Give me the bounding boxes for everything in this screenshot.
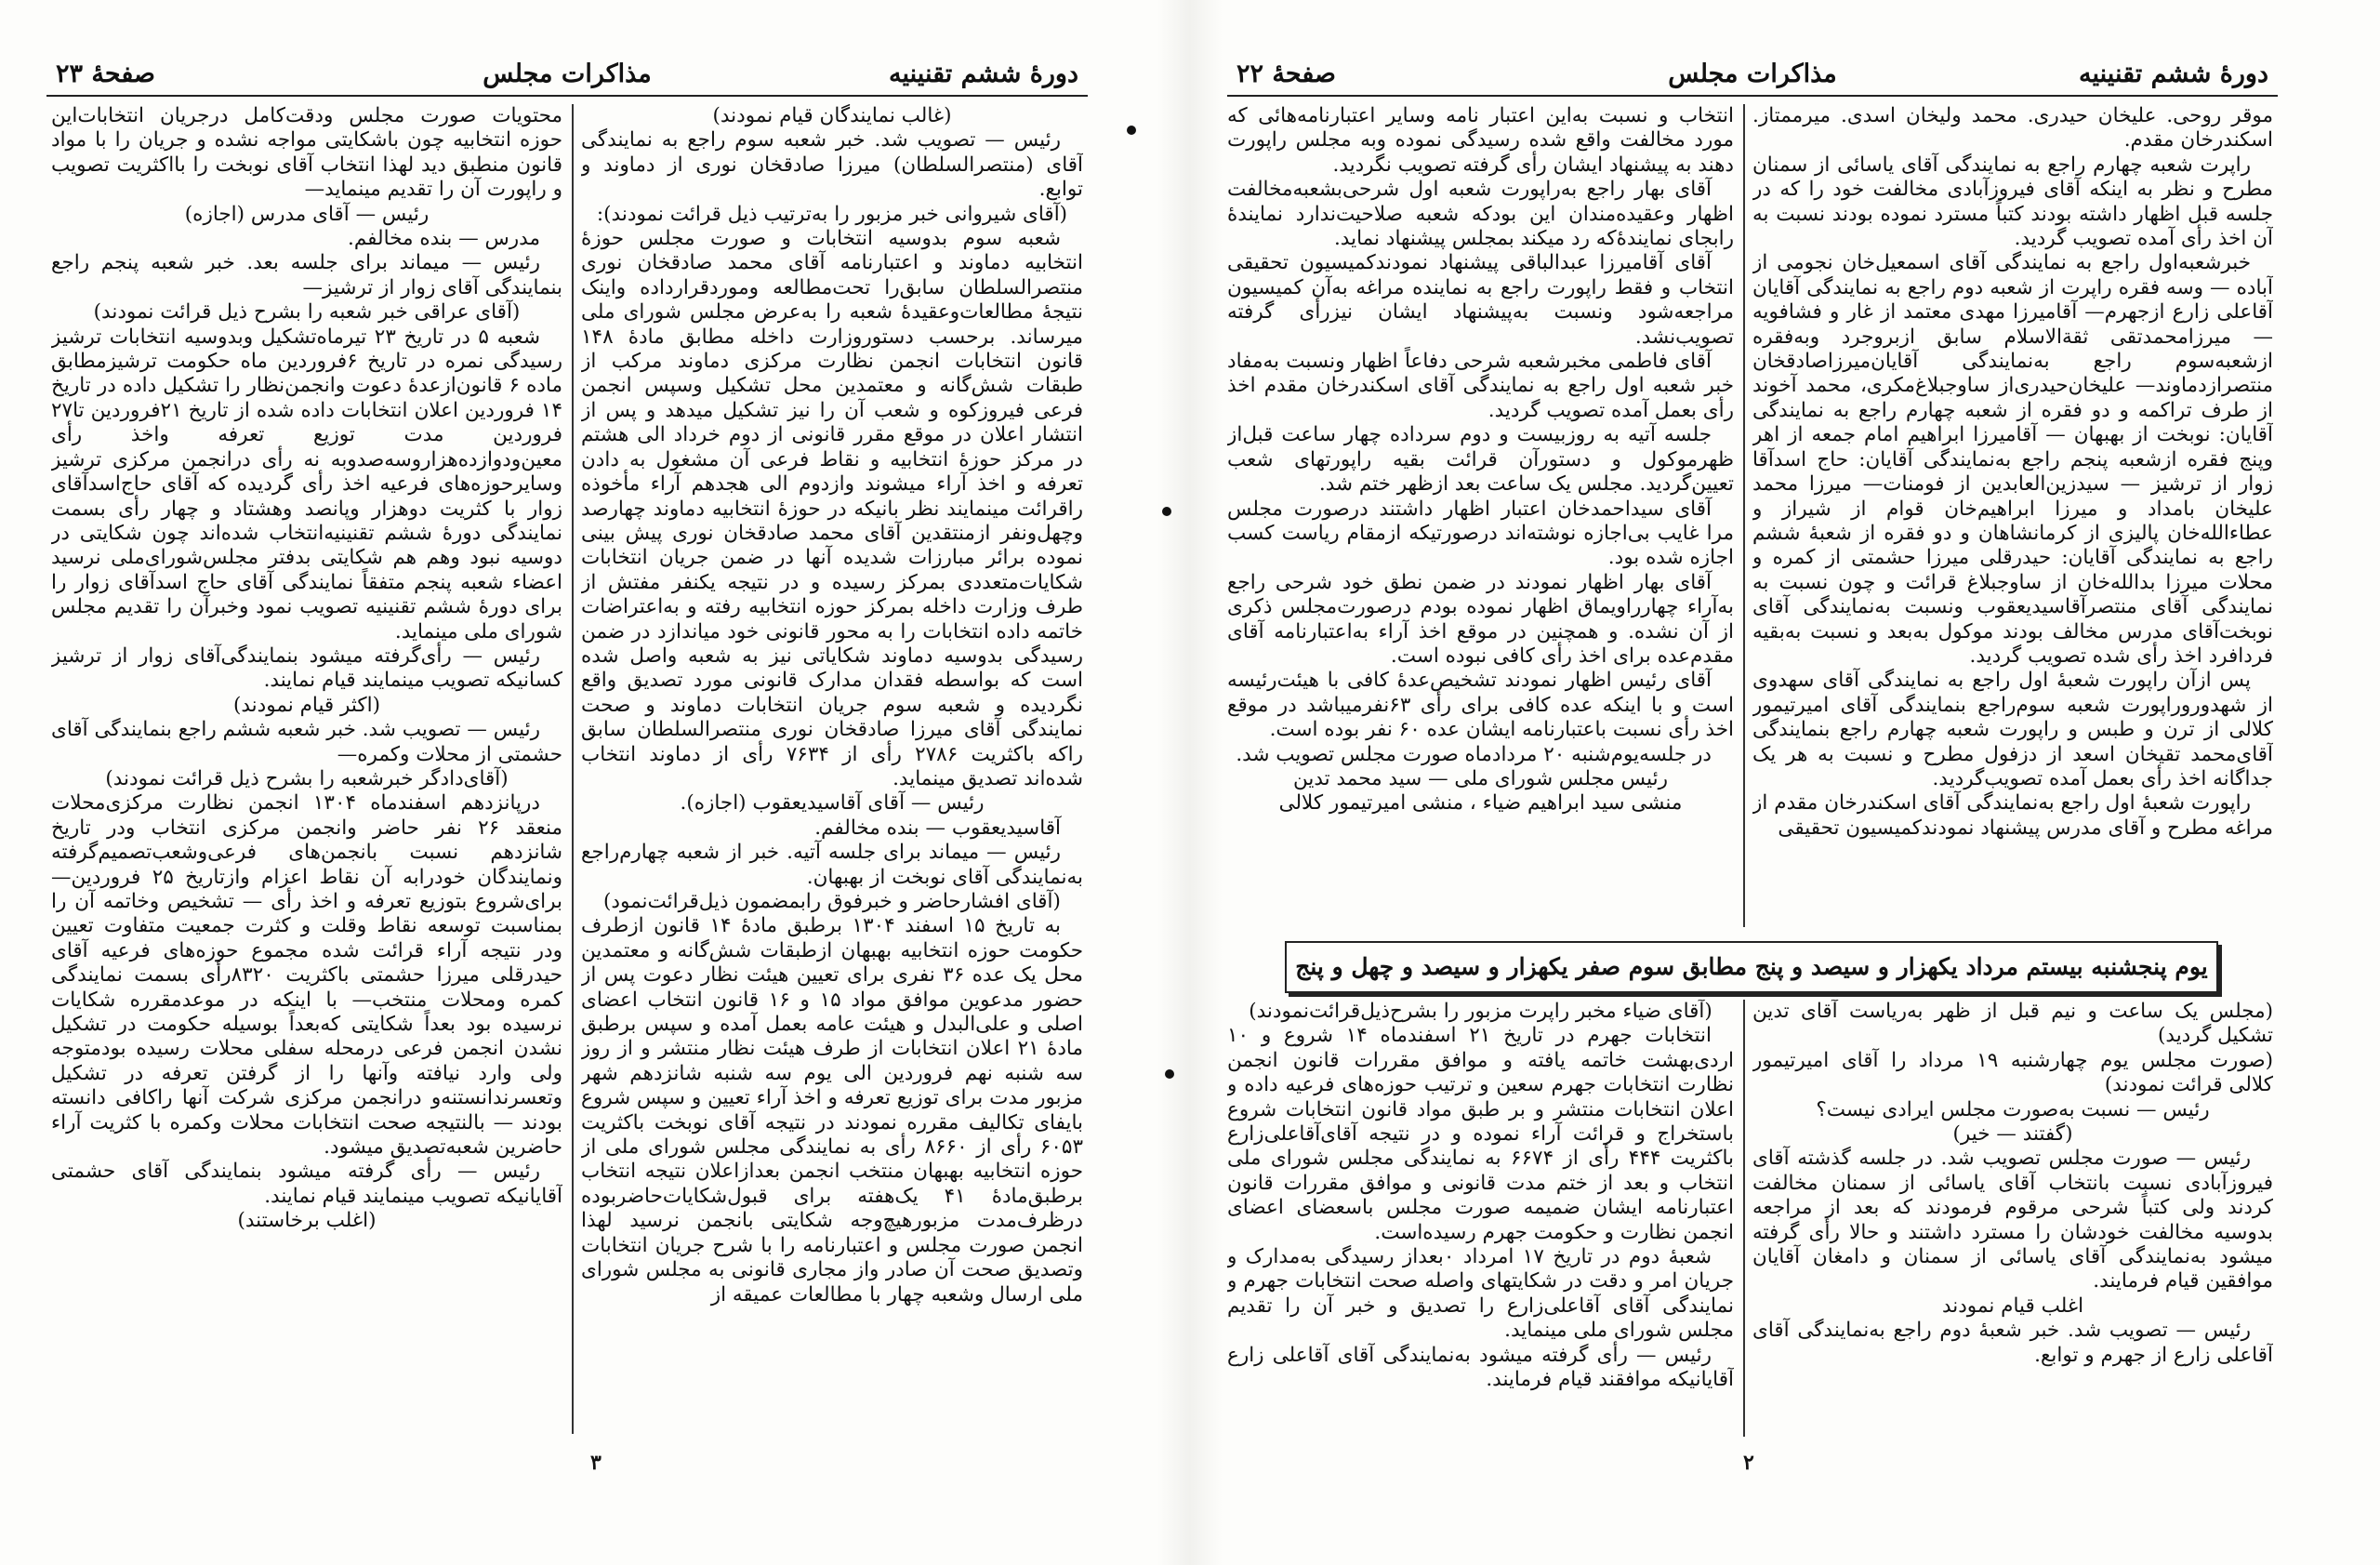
right-page-top-right-column [1752, 104, 2273, 932]
left-page-header [46, 54, 1088, 97]
paragraph: (اغلب برخاستند) [237, 1209, 377, 1233]
paragraph: خبرشعبه‌اول راجع به نمایندگی آقای اسمعیل‌خان نجومی از آباده — وسه فقره راپرت از شعبه دوم راجع به نمایندگی آقایان آقاعلی زارع ازجهرم— آقامیرزا مهدی معتمد از غار و فشافویه — میرزامحمدتقی ثقةالاسلام سابق ازبروجرد وبه‌فقره ازشعبه‌سوم راجع به‌نمایندگی آقایان‌میرزاصادقخان منتصرازدماوند— علیخان‌حیدری‌از ساوجبلاغ‌مکری، محمد آخوند از طرف تراکمه و دو فقره از شعبه چهارم راجع به نمایندگی آقایان: نوبخت از بهبهان — آقامیرزا ابراهیم امام جمعه از اهر وپنج فقره ازشعبه پنجم راجع به‌نمایندگی آقایان: حاج اسدآقا زوار از ترشیز — سیدزین‌العابدین از فومنات— میرزا محمد علیخان بامداد و میرزا ابراهیم‌خان قوام از شیراز و عطاءالله‌خان پالیزی از کرمانشاهان و دو فقره از شعبهٔ ششم راجع به نمایندگی آقایان: حیدرقلی میرزا حشمتی از کمره و محلات میرزا بدالله‌خان از ساوجبلاغ قرائت و چون نسبت به نمایندگی آقای منتصرآقاسیدیعقوب ونسبت به‌نمایندگی آقای نوبخت‌آقای مدرس مخالف بودند موکول به‌بعد و نسبت به‌بقیه فردافرد اخذ رأی شده تصویب گردید. [1752, 251, 2273, 668]
binding-mark [1165, 1069, 1174, 1079]
paragraph: انتخاب و نسبت به‌این اعتبار نامه وسایر اعتبارنامه‌هائی که مورد مخالفت واقع شده رسیدگی نموده وبه مجلس راپورت دهند به پیشنهاد ایشان رأی گرفته تصویب نگردید. [1227, 104, 1734, 177]
session-label: دورهٔ ششم تقنینیه [2079, 60, 2268, 88]
page-number: ۳ [590, 1451, 602, 1475]
session-date-banner: یوم پنجشنبه بیستم مرداد یکهزار و سیصد و پنج مطابق سوم صفر یکهزار و سیصد و چهل و پنج [1285, 941, 2218, 993]
paragraph: راپرت شعبه چهارم راجع به نمایندگی آقای یاسائی از سمنان مطرح و نظر به اینکه آقای فیروزآبادی مخالفت خود را که در جلسه قبل اظهار داشته بودند کتباً مسترد نموده بودند نسبت به آن اخذ رأی آمده تصویب گردید. [1752, 153, 2273, 251]
paragraph: رئیس مجلس شورای ملی — سید محمد تدین [1293, 766, 1668, 790]
paragraph: آقای سیداحمدخان اعتبار اظهار داشتند درصورت مجلس مرا غایب بی‌اجازه نوشته‌اند درصورتیکه ازمقام ریاست کسب اجازه شده بود. [1227, 497, 1734, 570]
paragraph: (غالب نمایندگان قیام نمودند) [712, 104, 952, 127]
right-page-header [1227, 54, 2278, 97]
paragraph: منشی سید ابراهیم ضیاء ، منشی امیرتیمور کلالی [1278, 791, 1683, 816]
column-divider [1743, 1000, 1745, 1437]
paragraph: آقای آقامیرزا عبدالباقی پیشنهاد نمودند‌کمیسیون تحقیقی انتخاب و فقط راپورت راجع به نماینده مراغه به‌آن کمیسیون مراجعه‌شود ونسبت به‌پیشنهاد ایشان نیزرأی گرفته تصویب‌نشد. [1227, 251, 1734, 349]
right-page-top-left-column [1227, 104, 1734, 932]
paragraph: آقای بهار اظهار نمودند در ضمن نطق خود شرحی راجع به‌آراء چهارراویماق اظهار نموده بودم درصورت‌مجلس ذکری از آن نشده. و همچنین در موقع اخذ آراء به‌اعتبارنامه آقای مقدم‌عده برای اخذ رأی کافی نبوده است. [1227, 570, 1734, 668]
paragraph: رئیس — صورت مجلس تصویب شد. در جلسه گذشته آقای فیروزآبادی نسبت بانتخاب آقای یاسائی از سمنان مخالفت کردند ولی کتباً شرحی مرقوم فرمودند که بعد از مراجعه بدوسیه مخالفت خودشان را مسترد داشتند و حالا رأی گرفته میشود به‌نمایندگی آقای یاسائی از سمنان و دامغان آقایان موافقین قیام فرمایند. [1752, 1147, 2273, 1293]
paragraph: (آقای عراقی خبر شعبه را بشرح ذیل قرائت نمودند) [93, 300, 521, 325]
paragraph: راپورت شعبهٔ اول راجع به‌نمایندگی آقای اسکندرخان مقدم از مراغه مطرح و آقای مدرس پیشنهاد نمودند‌کمیسیون تحقیقی [1752, 791, 2273, 840]
page-label: صفحهٔ ۲۳ [56, 60, 155, 88]
right-page-bottom-left-column [1227, 1000, 1734, 1446]
page-number: ۲ [1743, 1451, 1754, 1475]
paragraph: جلسه آتیه به روزبیست و دوم سرداده چهار ساعت قبل‌از ظهرموکول و دستورآن قرائت بقیه راپورتهای شعب تعیین‌گردید. مجلس یک ساعت بعد ازظهر ختم شد. [1227, 423, 1734, 497]
binding-mark [1162, 507, 1171, 516]
paragraph: رئیس — آقای آقاسیدیعقوب (اجازه). [680, 791, 985, 816]
paragraph: (آقای ضیاء مخبر راپرت مزبور را بشرح‌ذیل‌قرائت‌نمودند) [1249, 1000, 1712, 1023]
paragraph: رئیس — آقای مدرس (اجازه) [184, 202, 430, 226]
paragraph: رئیس — نسبت به‌صورت مجلس ایرادی نیست؟ [1816, 1097, 2210, 1121]
paragraph: (آقای شیروانی خبر مزبور را به‌ترتیب ذیل قرائت نمودند): [596, 202, 1068, 226]
binding-fold [1157, 0, 1223, 1565]
paragraph: درپانزدهم اسفندماه ۱۳۰۴ انجمن نظارت مرکزی‌محلات منعقد ۲۶ نفر حاضر وانجمن مرکزی انتخاب ودر تاریخ شانزدهم نسبت بانجمن‌های فرعی‌وشعب‌تصمیم‌گرفته ونمایندگان خودرابه آن نقاط اعزام واز‌تاریخ ۲۵ فروردین— برای‌شروع بتوزیع تعرفه و اخذ رأی — تشخیص وخاتمه آن را بمناسبت توسعه نقاط وقلت و کثرت جمعیت متفاوت تعیین ودر نتیجه آراء قرائت شده مجموع حوزه‌های فرعیه آقای حیدرقلی میرزا حشمتی باکثریت ۸۳۲۰رأی بسمت نمایندگی کمره ومحلات منتخب— با اینکه در موعدمقرره شکایات نرسیده بود بعداً شکایتی که‌بعداً بوسیله حکومت در تشکیل نشدن انجمن فرعی درمحله سفلی محلات رسیده بودمتوجه ولی وارد نیافته وآنها را از گرفتن تعرفه در تشکیل وتعسرندانستنه‌و درانجمن مرکزی شرکت آنها راکافی دانسته بودند — بالنتیجه صحت انتخابات محلات وکمره با کثریت آراء حاضرین شعبه‌تصدیق میشود. [51, 791, 562, 1160]
journal-title: مذاکرات مجلس [483, 60, 652, 88]
paragraph: مدرس — بنده مخالفم. [348, 227, 540, 251]
paragraph: رئیس — تصویب شد. خبر شعبهٔ دوم راجع به‌نمایندگی آقای آقاعلی زارع از جهرم و توابع. [1752, 1319, 2273, 1367]
right-page-bottom-right-column [1752, 1000, 2273, 1446]
column-divider [572, 104, 574, 1434]
paragraph: شعبه ۵ در تاریخ ۲۳ تیرماه‌تشکیل وبدوسیه انتخابات ترشیز رسیدگی نمره در تاریخ ۶فروردین ماه حکومت ترشیزمطابق ماده ۶ قانون‌ازعدهٔ دعوت وانجمن‌نظار را تشکیل داده در تاریخ ۱۴ فروردین اعلان انتخابات داده شده از تاریخ ۲۱فروردین تا۲۷ فروردین مدت توزیع تعرفه واخذ رأی معین‌ودوازده‌هزاروسه‌صدوبه نه رأی درانجمن مرکزی ترشیز وسایرحوزه‌های فرعیه اخذ رأی گردیده که آقای حاج‌اسدآقای زوار با کثریت دوهزار وپانصد وهشتاد و چهار رأی بسمت نمایندگی دورهٔ ششم تقنینیه‌انتخاب شده‌اند چون شکایتی در دوسیه نبود وهم هم شکایتی بدفتر مجلس‌شورای‌ملی نرسید اعضاء شعبه پنجم متفقاً نمایندگی آقای حاج اسدآقای زوار را برای دورهٔ ششم تقنینیه تصویب نمود وخبرآن را تقدیم مجلس شورای ملی مینماید. [51, 325, 562, 643]
paragraph: شعبهٔ دوم در تاریخ ۱۷ امرداد ۰بعداز رسیدگی به‌مدارک و جریان امر و دقت در شکایتهای واصله صحت انتخابات جهرم و نمایندگی آقای آقاعلی‌زارع را تصدیق و خبر آن را تقدیم مجلس شورای ملی مینماید. [1227, 1245, 1734, 1343]
paragraph: (اکثر قیام نمودند) [233, 693, 380, 717]
paragraph: آقای فاطمی مخبرشعبه شرحی دفاعاً اظهار ونسبت به‌مفاد خبر شعبه اول راجع به نمایندگی آقای اسکندرخان مقدم اخذ رأی بعمل آمده تصویب گردید. [1227, 350, 1734, 422]
left-page [46, 0, 1088, 1565]
paragraph: رئیس — تصویب شد. خبر شعبه ششم راجع بنمایندگی آقای حشمتی از محلات وکمره— [51, 718, 562, 766]
paragraph: (صورت مجلس یوم چهارشنبه ۱۹ مرداد را آقای امیرتیمور کلالی قرائت نمودند) [1752, 1048, 2273, 1097]
left-page-right-column [581, 104, 1083, 1439]
left-page-left-column [51, 104, 562, 1439]
journal-title: مذاکرات مجلس [1668, 60, 1837, 88]
paragraph: آقاسیدیعقوب — بنده مخالفم. [814, 816, 1061, 840]
paragraph: انتخابات جهرم در تاریخ ۲۱ اسفندماه ۱۴ شروع و ۱۰ اردی‌بهشت خاتمه یافته و موافق مقررات قانون انجمن نظارت انتخابات جهرم سعین و ترتیب حوزه‌های فرعیه داده و اعلان انتخابات منتشر و بر طبق مواد قانون انتخابات شروع باستخراج و قرائت آراء نموده و در نتیجه آقای‌آقاعلی‌زارع باکثریت ۴۴۴ رأی از ۶۶۷۴ به نمایندگی مجلس شورای ملی انتخاب و بعد از ختم مدت قانونی و موافق مقررات قانون اعتبارنامه ایشان ضمیمه صورت مجلس باسعضای اعضای انجمن نظارت و حکومت جهرم رسیده‌است. [1227, 1024, 1734, 1244]
paragraph: رئیس — میماند برای جلسه بعد. خبر شعبه پنجم راجع بنمایندگی آقای زوار از ترشیز— [51, 251, 562, 299]
paragraph: رئیس — میماند برای جلسه آتیه. خبر از شعبه چهارم‌راجع به‌نمایندگی آقای نوبخت از بهبهان. [581, 841, 1083, 889]
paragraph: موقر روحی. علیخان حیدری. محمد ولیخان اسدی. میرممتاز. اسکندرخان مقدم. [1752, 104, 2273, 153]
paragraph: (آقای‌دادگر خبرشعبه را بشرح ذیل قرائت نمودند) [105, 766, 509, 790]
paragraph: پس ازآن راپورت شعبهٔ اول راجع به نمایندگی آقای سهدوی از شهدور‌وراپورت شعبه سوم‌راجع بنمایندگی آقای امیرتیمور کلالی از ترن و طبس و راپورت شعبه چهارم راجع بنمایندگی آقای‌محمد تقیخان اسعد از دزفول مطرح و نسبت به هر یک جداگانه اخذ رأی بعمل آمده تصویب‌گردید. [1752, 669, 2273, 790]
paragraph: رئیس — رأی گرفته میشود بنمایندگی آقای حشمتی آقایانیکه تصویب مینمایند قیام نمایند. [51, 1160, 562, 1208]
binding-mark [1127, 126, 1136, 135]
paragraph: (مجلس یک ساعت و نیم قبل از ظهر به‌ریاست آقای تدین تشکیل گردید) [1752, 1000, 2273, 1048]
paragraph: (گفتند — خیر) [1952, 1122, 2073, 1147]
session-label: دورهٔ ششم تقنینیه [889, 60, 1078, 88]
paragraph: آقای بهار راجع به‌راپورت شعبه اول شرحی‌بشعبه‌مخالفت اظهار وعقیده‌مندان این بودکه شعبه صلاحیت‌ندارد نمایندهٔ رابجای نمایندهٔ‌که رد میکند بمجلس پیشنهاد نماید. [1227, 178, 1734, 251]
paragraph: در جلسه‌یوم‌شنبه ۲۰ مرداد‌ماه صورت مجلس تصویب شد. [1236, 742, 1712, 766]
paragraph: اغلب قیام نمودند [1941, 1293, 2084, 1318]
paragraph: (آقای افشارحاضر و خبرفوق رابمضمون ذیل‌قرائت‌نمود) [603, 890, 1061, 913]
right-page [1227, 0, 2278, 1565]
paragraph: به تاریخ ۱۵ اسفند ۱۳۰۴ برطبق مادهٔ ۱۴ قانون ازطرف حکومت حوزه انتخابیه بهبهان ازطبقات شش‌گانه و معتمدین محل یک عده ۳۶ نفری برای تعیین هیئت نظار دعوت پس از حضور مدعوین موافق مواد ۱۵ و ۱۶ قانون انتخاب اعضای اصلی و علی‌البدل و هیئت عامه بعمل آمده و سپس برطبق مادهٔ ۲۱ اعلان انتخابات از طرف هیئت نظار منتشر و از روز سه شنبه نهم فروردین الی یوم سه شنبه شانزدهم شهر مزبور مدت برای توزیع تعرفه و اخذ آراء تعیین و سپس شروع بایفای تکالیف مقرره نمودند در نتیجه آقای نوبخت باکثریت ۶۰۵۳ رأی از ۸۶۶۰ رأی به نمایندگی مجلس شورای ملی از حوزه انتخابیه بهبهان منتخب انجمن بعدازاعلان نتیجه انتخاب برطبق‌مادهٔ ۴۱ یک‌هفته برای قبول‌شکایات‌حاضربوده درظرف‌مدت مزبورهیچ‌وجه شکایتی بانجمن نرسید لهذا انجمن صورت مجلس و اعتبارنامه را با شرح جریان انتخابات وتصدیق صحت آن صادر واز مجاری قانونی به مجلس شورای ملی ارسال وشعبه چهار با مطالعات عمیقه از [581, 914, 1083, 1306]
paragraph: شعبه سوم بدوسیه انتخابات و صورت مجلس حوزهٔ انتخابیه دماوند و اعتبارنامه آقای محمد صادقخان نوری منتصرالسلطان سابق‌را تحت‌مطالعه ومورد‌قرارداده واینک نتیجهٔ مطالعات‌وعقیدهٔ شعبه را به‌عرض مجلس شورای ملی میرساند. برحسب دستوروزارت داخله مطابق مادهٔ ۱۴۸ قانون انتخابات انجمن نظارت مرکزی دماوند مرکب از طبقات شش‌گانه و معتمدین محل تشکیل وسپس انجمن فرعی فیروزکوه و شعب آن را نیز تشکیل میدهد و پس از انتشار اعلان در موقع مقرر قانونی از دوم خرداد الی هشتم در مرکز حوزهٔ انتخابیه و نقاط فرعی آن مشغول به دادن تعرفه و اخذ آراء میشوند وازدوم الی هجدهم آراء مأخوذه راقرائت مینمایند نظر بانیکه در حوزهٔ انتخابیه دماوند چهارصد وچهل‌ونفر ازمنتقدین آقای محمد صادقخان نوری پیش بینی نموده برائر مبارزات شدیده آنها در ضمن جریان انتخابات شکایات‌متعددی بمرکز رسیده و در نتیجه یکنفر مفتش از طرف وزارت داخله بمرکز حوزه انتخابیه رفته و به‌اعتراضات خاتمه داده انتخابات را به محور قانونی خود میاندازد در ضمن رسیدگی بدوسیه دماوند شکایاتی نیز به شعبه واصل شده است که بواسطه فقدان مدارک قانونی مورد تصدیق واقع نگردیده و شعبه سوم جریان انتخابات دماوند و صحت نمایندگی آقای میرزا صادقخان نوری منتصرالسلطان سابق راکه باکثریت ۲۷۸۶ رأی از ۷۶۳۴ رأی از دماوند انتخاب شده‌اند تصدیق مینماید. [581, 227, 1083, 790]
paragraph: محتویات صورت مجلس ودقت‌کامل درجریان انتخابات‌این حوزه انتخابیه چون باشکایتی مواجه نشده و جریان را با مواد قانون منطبق دید لهذا انتخاب آقای نوبخت را بااکثریت تصویب و راپورت آن را تقدیم مینماید— [51, 104, 562, 202]
paragraph: آقای رئیس اظهار نمودند تشخیص‌عدهٔ کافی با هیئت‌رئیسه است و با اینکه عده کافی برای رأی ۶۳نفرمیباشد در موقع اخذ رأی نسبت باعتبارنامه ایشان عده ۶۰ نفر بوده است. [1227, 669, 1734, 742]
page-label: صفحهٔ ۲۲ [1236, 60, 1336, 88]
column-divider [1743, 104, 1745, 927]
paragraph: رئیس — تصویب شد. خبر شعبه سوم راجع به نمایندگی آقای (منتصرالسلطان) میرزا صادقخان نوری از دماوند و توابع. [581, 128, 1083, 202]
paragraph: رئیس — رأی‌گرفته میشود بنمایندگی‌آقای زوار از ترشیز کسانیکه تصویب مینمایند قیام نمایند. [51, 643, 562, 693]
paragraph: رئیس — رأی گرفته میشود به‌نمایندگی آقای آقاعلی زارع آقایانیکه موافقند قیام فرمایند. [1227, 1343, 1734, 1392]
